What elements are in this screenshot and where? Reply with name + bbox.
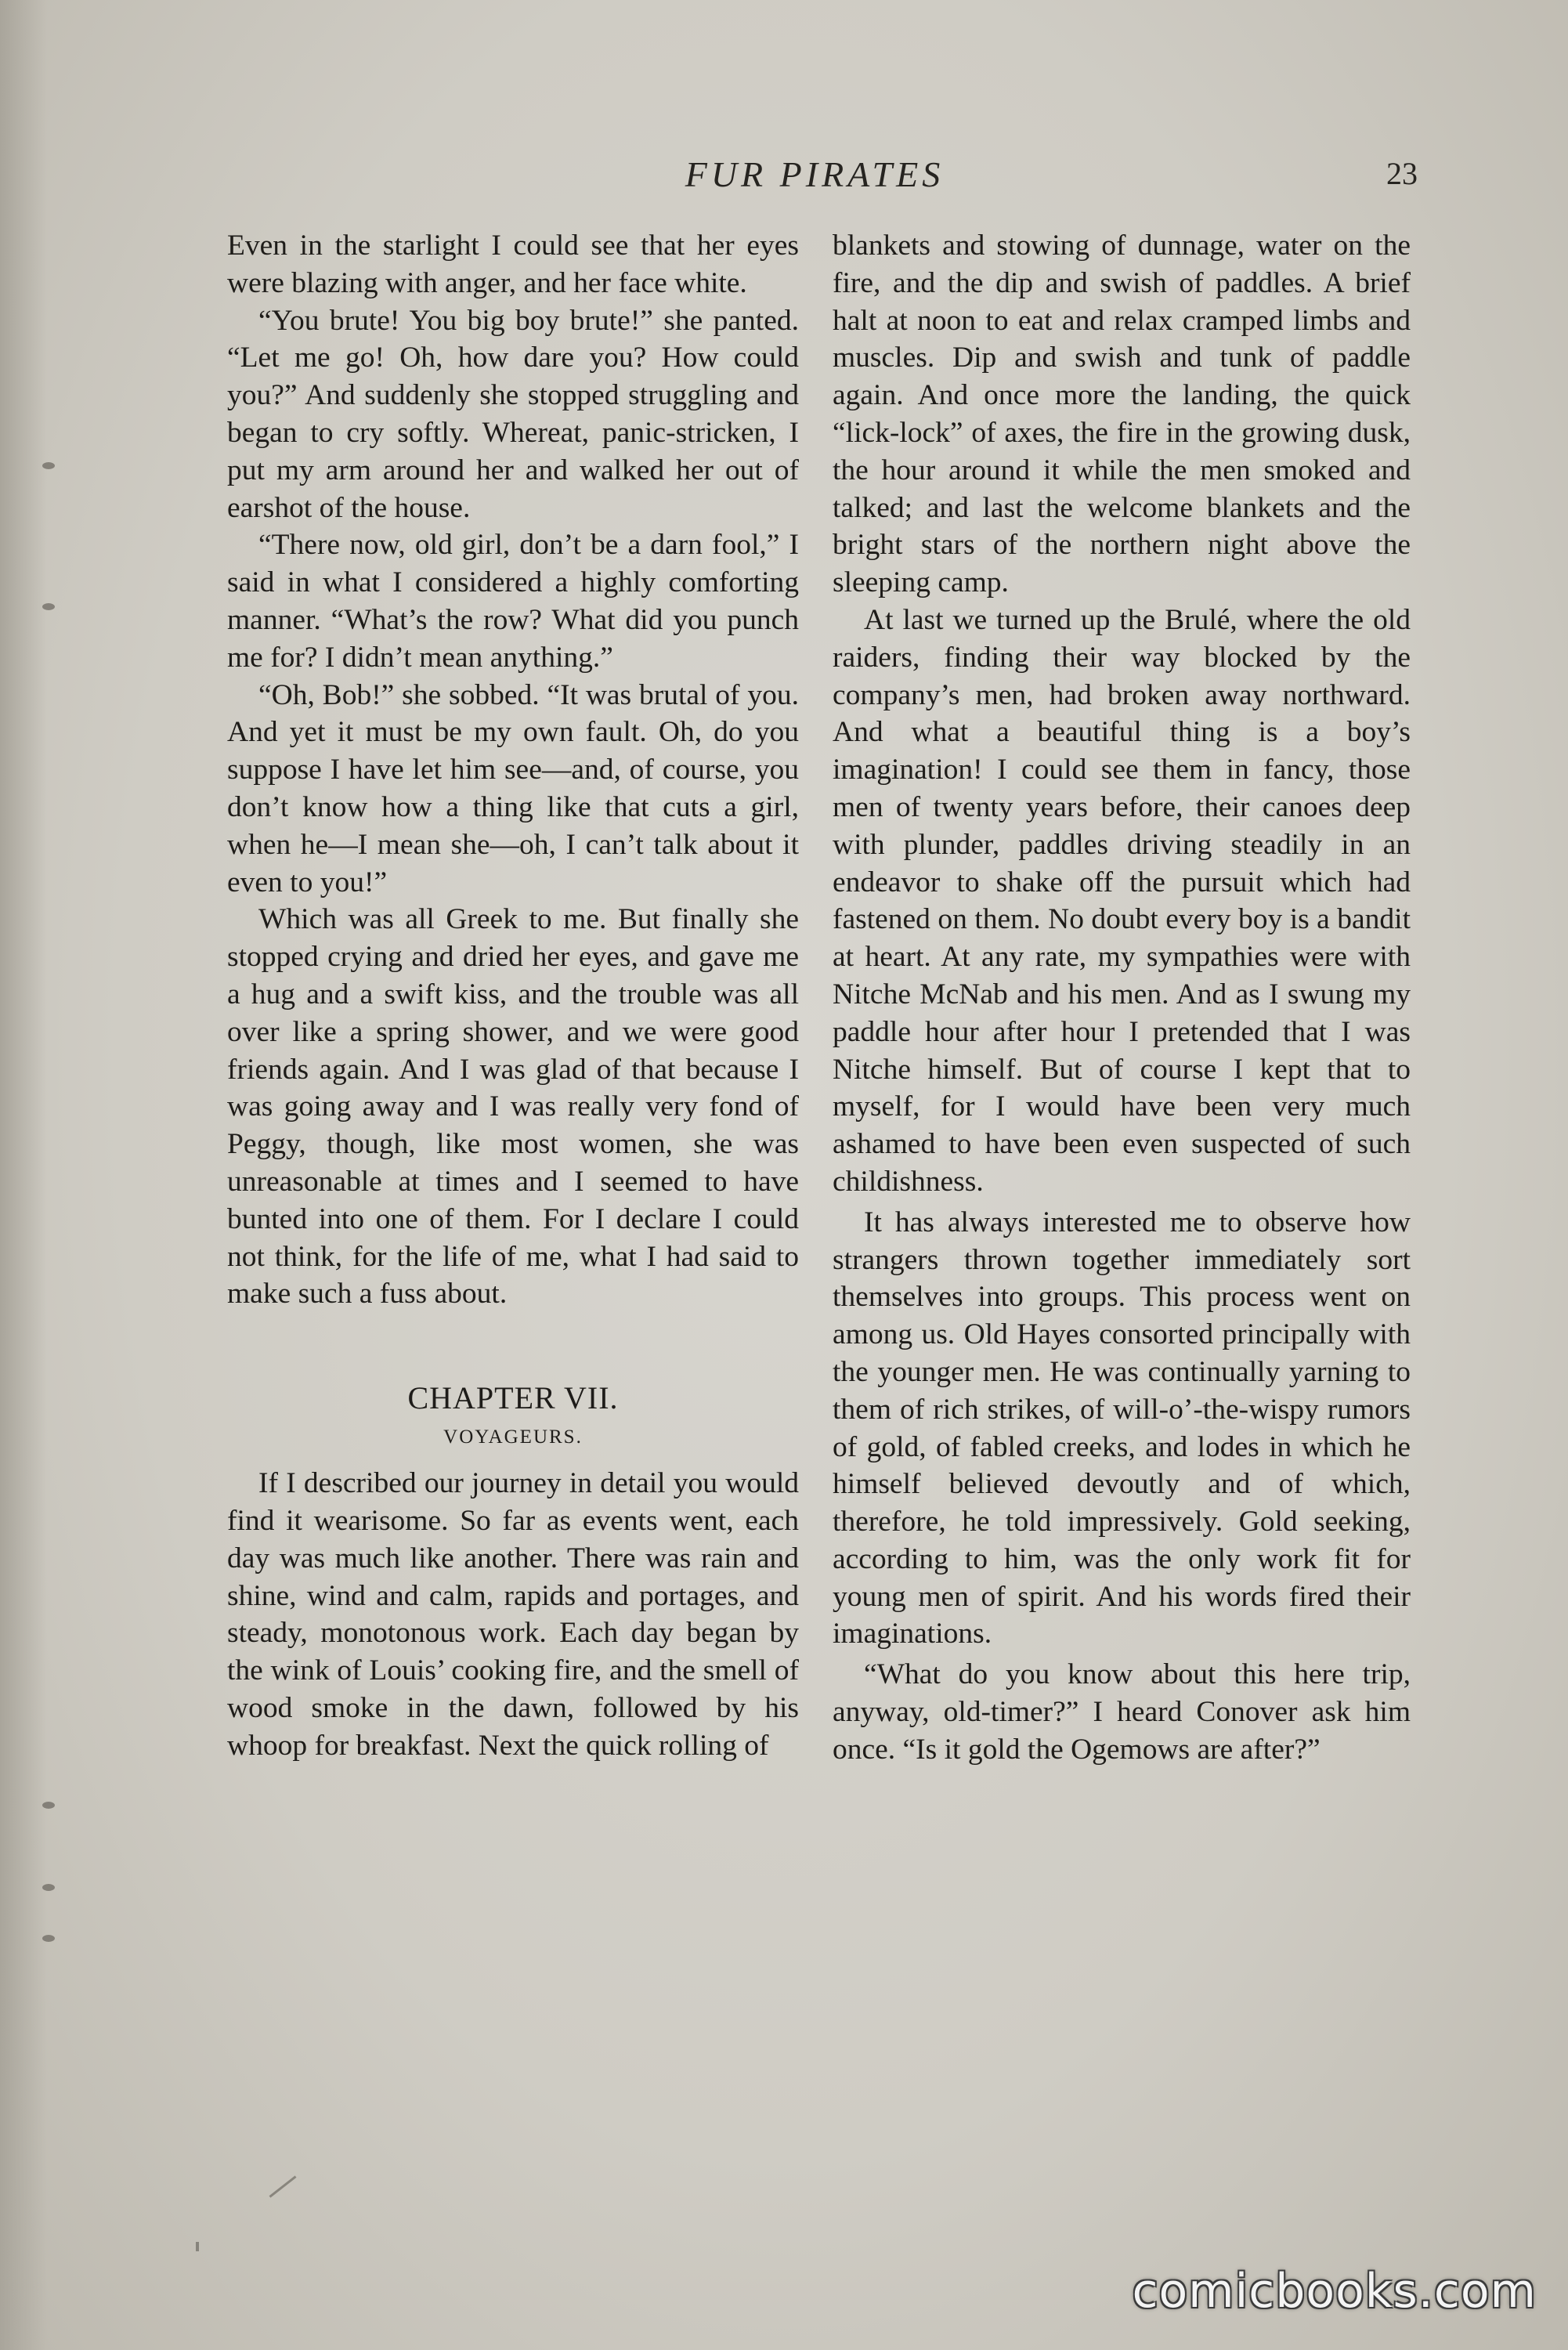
chapter-heading — [227, 1377, 799, 1455]
paragraph: At last we turned up the Brulé, where the old raiders, finding their way blocked by the company’s men, had broken away northward. And what a beautiful thing is a boy’s imagination! I could see them in fancy, those men of twenty years before, their canoes deep with plunder, paddles driving steadily in an endeavor to shake off the pursuit which had fastened on them. No doubt every boy is a bandit at heart. At any rate, my sympathies were with Nitche McNab and his men. And as I swung my paddle hour after hour I pretended that I was Nitche himself. But of course I kept that to myself, for I would have been very much ashamed to have been even suspected of such childishness. — [833, 603, 1411, 1198]
paragraph: “You brute! You big boy brute!” she panted. “Let me go! Oh, how dare you? How could you?” And suddenly she stopped struggling and began to cry softly. Whereat, panic-stricken, I put my arm around her and walked her out of earshot of the house. — [227, 304, 799, 524]
right-column — [833, 227, 1411, 2123]
binding-hole — [42, 1935, 55, 1942]
binding-hole — [42, 462, 55, 469]
pencil-mark — [269, 2175, 297, 2197]
paragraph: “There now, old girl, don’t be a darn fool,” I said in what I considered a highly comforting manner. “What’s the row? What did you punch me for? I didn’t mean anything.” — [227, 529, 799, 674]
chapter-subtitle: VOYAGEURS. — [443, 1426, 583, 1448]
paragraph: It has always interested me to observe how strangers thrown together immediately sort themselves into groups. This process went on among us. Old Hayes consorted principally with the younger men. He was continually yarning to them of rich strikes, of will-o’-the-wispy rumors of gold, of fabled creeks, and lodes in which he himself believed devoutly and of which, therefore, he told impressively. Gold seeking, according to him, was the only work fit for young men of spirit. And his words fired their imaginations. — [833, 1206, 1411, 1650]
binding-hole — [42, 603, 55, 610]
running-head — [211, 154, 1418, 201]
paragraph: “Oh, Bob!” she sobbed. “It was brutal of you. And yet it must be my own fault. Oh, do you suppose I have let him see—and, of course, you don’t know how a thing like that cuts a girl, when he—I mean she—oh, I can’t talk about it even to you!” — [227, 678, 799, 898]
chapter-title: CHAPTER VII. — [407, 1380, 619, 1416]
binding-hole — [42, 1802, 55, 1809]
page-edge-shadow — [0, 0, 47, 2350]
paragraph: “What do you know about this here trip, anyway, old-timer?” I heard Conover ask him once. “Is it gold the Ogemows are after?” — [833, 1658, 1411, 1766]
paragraph: Which was all Greek to me. But finally she stopped crying and dried her eyes, and gave me a hug and a swift kiss, and the trouble was all over like a spring shower, and we were good friends again. And I was glad of that because I was going away and I was really very fond of Peggy, though, like most women, she was unreasonable at times and I seemed to have bunted into one of them. For I declare I could not think, for the life of me, what I had said to make such a fuss about. — [227, 903, 799, 1311]
paragraph: Even in the starlight I could see that her eyes were blazing with anger, and her face white. — [227, 230, 799, 299]
ink-speck — [196, 2242, 199, 2251]
page-number: 23 — [1386, 156, 1418, 191]
binding-hole — [42, 1884, 55, 1891]
paragraph: If I described our journey in detail you would find it wearisome. So far as events went, each day was much like another. There was rain and shine, wind and calm, rapids and portages, and steady, monotonous work. Each day began by the wink of Louis’ cooking fire, and the smell of wood smoke in the dawn, followed by his whoop for breakfast. Next the quick rolling of — [227, 1467, 799, 1762]
left-column — [227, 227, 799, 2123]
running-title: FUR PIRATES — [685, 154, 945, 194]
watermark: comicbooks.com — [1132, 2264, 1537, 2319]
paragraph: blankets and stowing of dunnage, water on the fire, and the dip and swish of paddles. A brief halt at noon to eat and relax cramped limbs and muscles. Dip and swish and tunk of paddle again. And once more the landing, the quick “lick-lock” of axes, the fire in the growing dusk, the hour around it while the men smoked and talked; and last the welcome blankets and the bright stars of the northern night above the sleeping camp. — [833, 230, 1411, 599]
